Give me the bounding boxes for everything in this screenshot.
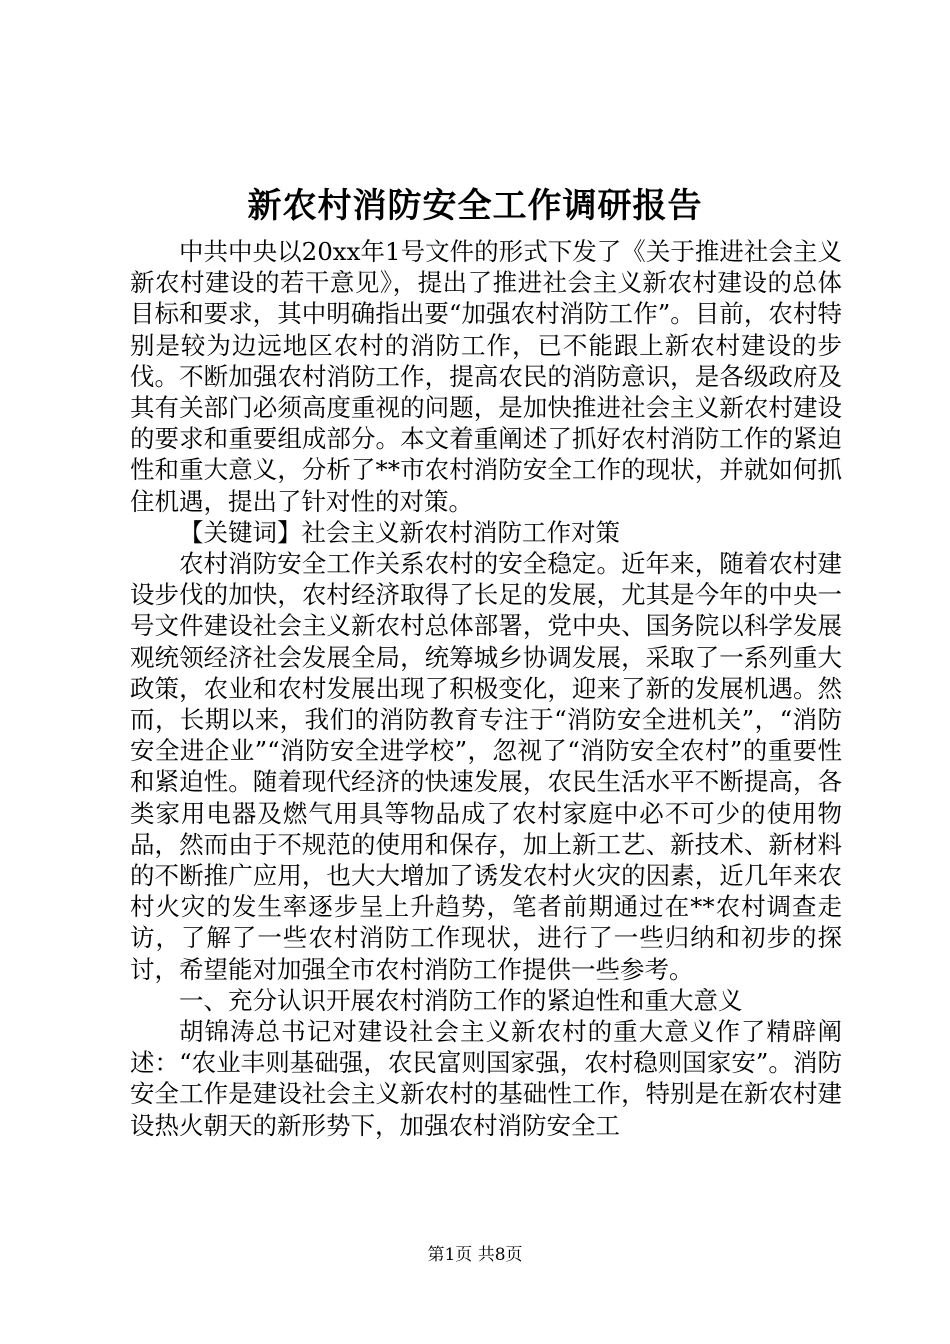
document-title: 新农村消防安全工作调研报告 [247,186,703,226]
intro-paragraph: 农村消防安全工作关系农村的安全稳定。近年来，随着农村建设步伐的加快，农村经济取得了长足的发展，尤其是今年的中央一号文件建设社会主义新农村总体部署，党中央、国务院以科学发展观统领经济社会发展全局，统筹城乡协调发展，采取了一系列重大政策，农业和农村发展出现了积极变化，迎来了新的发展机遇。然而，长期以来，我们的消防教育专注于“消防安全进机关”，“消防安全进企业”“消防安全进学校”，忽视了“消防安全农村”的重要性和紧迫性。随着现代经济的快速发展，农民生活水平不断提高，各类家用电器及燃气用具等物品成了农村家庭中必不可少的使用物品，然而由于不规范的使用和保存，加上新工艺、新技术、新材料的不断推广应用，也大大增加了诱发农村火灾的因素，近几年来农村火灾的发生率逐步呈上升趋势，笔者前期通过在**农村调查走访，了解了一些农村消防工作现状，进行了一些归纳和初步的探讨，希望能对加强全市农村消防工作提供一些参考。 [130,549,842,984]
keywords-paragraph: 【关键词】社会主义新农村消防工作对策 [179,517,620,547]
section-1-paragraph: 胡锦涛总书记对建设社会主义新农村的重大意义作了精辟阐述：“农业丰则基础强，农民富则国家强，农村稳则国家安”。消防安全工作是建设社会主义新农村的基础性工作，特别是在新农村建设热火朝天的新形势下，加强农村消防安全工 [130,1017,842,1140]
page-number-footer: 第1页 共8页 [427,1245,523,1265]
abstract-paragraph: 中共中央以20xx年1号文件的形式下发了《关于推进社会主义新农村建设的若干意见》，提出了推进社会主义新农村建设的总体目标和要求，其中明确指出要“加强农村消防工作”。目前，农村特别是较为边远地区农村的消防工作，已不能跟上新农村建设的步伐。不断加强农村消防工作，提高农民的消防意识，是各级政府及其有关部门必须高度重视的问题，是加快推进社会主义新农村建设的要求和重要组成部分。本文着重阐述了抓好农村消防工作的紧迫性和重大意义，分析了**市农村消防安全工作的现状，并就如何抓住机遇，提出了针对性的对策。 [130,237,842,516]
document-body [130,236,842,1141]
section-heading-1: 一、充分认识开展农村消防工作的紧迫性和重大意义 [179,985,743,1015]
